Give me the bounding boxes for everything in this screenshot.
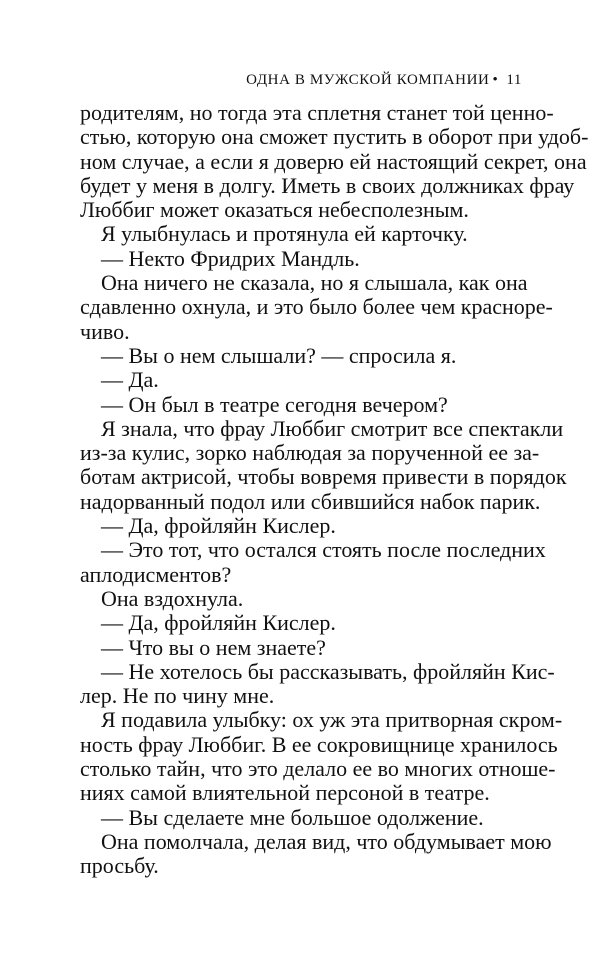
text-line: — Да, фройляйн Кислер. xyxy=(101,513,336,539)
running-header xyxy=(246,72,522,89)
text-line: Она помолчала, делая вид, что обдумывает мою xyxy=(101,828,552,854)
text-line: — Не хотелось бы рассказывать, фройляйн Кис- xyxy=(101,658,555,684)
text-line: надорванный подол или сбившийся набок парик. xyxy=(80,488,541,514)
text-line: — Некто Фридрих Мандль. xyxy=(101,245,360,271)
text-line: будет у меня в долгу. Иметь в своих должниках фрау xyxy=(80,172,575,198)
text-line: — Это тот, что остался стоять после последних xyxy=(101,537,546,563)
text-line: аплодисментов? xyxy=(80,561,232,587)
text-line: Люббиг может оказаться небесполезным. xyxy=(80,197,469,223)
text-line: Она ничего не сказала, но я слышала, как она xyxy=(101,270,528,296)
text-line: — Что вы о нем знаете? xyxy=(101,634,326,660)
text-line: Я подавила улыбку: ох уж эта притворная скром- xyxy=(101,707,563,733)
text-line: ниях самой влиятельной персоной в театре. xyxy=(80,780,490,806)
body-text xyxy=(80,100,589,879)
text-line: ном случае, а если я доверю ей настоящий секрет, она xyxy=(80,148,587,174)
text-line: — Вы сделаете мне большое одолжение. xyxy=(101,804,484,830)
text-line: столько тайн, что это делало ее во многих отноше- xyxy=(80,756,556,782)
text-line: из-за кулис, зорко наблюдая за порученной ее за- xyxy=(80,440,540,466)
text-line: — Он был в театре сегодня вечером? xyxy=(101,391,448,417)
text-line: просьбу. xyxy=(80,853,159,879)
running-title: ОДНА В МУЖСКОЙ КОМПАНИИ xyxy=(246,72,490,88)
text-line: — Да. xyxy=(101,367,159,393)
text-line: сдавленно охнула, и это было более чем красноре- xyxy=(80,294,553,320)
text-line: — Вы о нем слышали? — спросила я. xyxy=(101,342,457,368)
text-line: стью, которую она сможет пустить в оборот при удоб- xyxy=(80,124,589,150)
text-line: Она вздохнула. xyxy=(101,585,244,611)
text-line: лер. Не по чину мне. xyxy=(80,683,275,709)
header-separator: • xyxy=(492,72,499,88)
text-line: чиво. xyxy=(80,318,130,344)
text-line: ботам актрисой, чтобы вовремя привести в порядок xyxy=(80,464,567,490)
text-line: Я улыбнулась и протянула ей карточку. xyxy=(101,221,468,247)
text-line: ность фрау Люббиг. В ее сокровищнице хранилось xyxy=(80,731,558,757)
text-line: родителям, но тогда эта сплетня станет той ценно- xyxy=(80,100,554,125)
text-line: Я знала, что фрау Люббиг смотрит все спектакли xyxy=(101,415,564,441)
text-line: — Да, фройляйн Кислер. xyxy=(101,610,336,636)
page-number: 11 xyxy=(506,72,522,88)
